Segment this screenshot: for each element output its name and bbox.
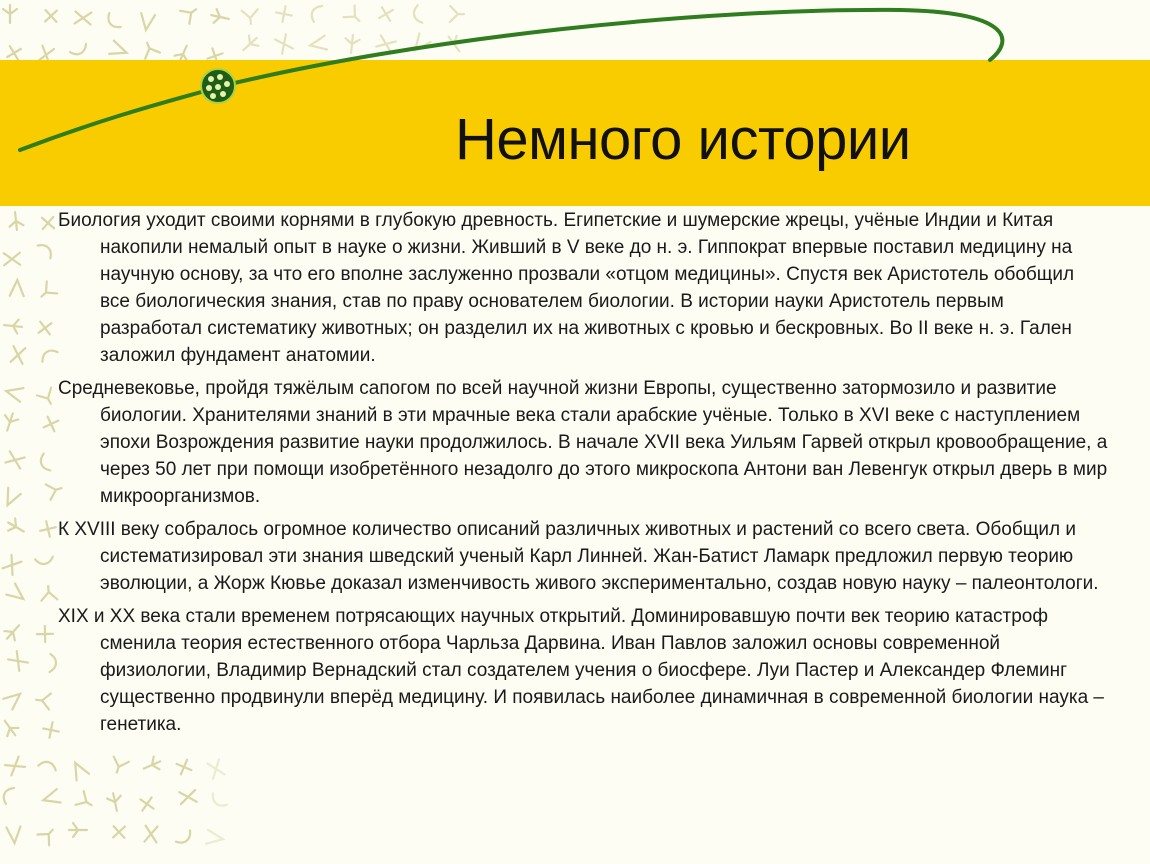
- green-dotted-circle-icon: [201, 69, 235, 103]
- ornament-glyph: [6, 827, 21, 844]
- paragraph-antiquity: Биология уходит своими корнями в глубокую древность. Египетские и шумерские жрецы, учёные Индии и Китая накопили немалый опыт в науке о жизни. Живший в V веке до н. э. Гиппократ впервые поставил медицину на научную основу, за что его вполне заслуженно прозвали «отцом медицины». Спустя век Аристотель обобщил все биологическия знания, став по праву основателем биологии. В истории науки Аристотель первым разработал систематику животных; он разделил их на животных с кровью и бескровных. Во II веке н. э. Гален заложил фундамент анатомии.: [58, 210, 1075, 366]
- ornament-glyph: [38, 241, 55, 258]
- ornament-glyph: [6, 584, 27, 605]
- ornament-glyph: [3, 555, 22, 575]
- ornament-glyph: [5, 384, 24, 401]
- ornament-glyph: [3, 688, 24, 709]
- ornament-glyph: [38, 519, 57, 538]
- ornament-glyph: [1, 411, 20, 432]
- ornament-glyph: [206, 830, 224, 846]
- ornament-glyph: [8, 211, 24, 230]
- ornament-glyph: [11, 346, 26, 364]
- ornament-glyph: [38, 454, 50, 473]
- ornament-glyph: [4, 253, 20, 266]
- ornament-glyph: [1, 785, 15, 804]
- ornament-glyph: [69, 760, 89, 781]
- ornament-glyph: [108, 821, 131, 844]
- paragraph-19th-20th-century: XIX и XX века стали временем потрясающих научных открытий. Доминировавшую почти век теорию катастроф сменила теория естественного отбора Чарльза Дарвина. Иван Павлов заложил основы современной физиологии, Владимир Вернадский стал создателем учения о биосфере. Луи Пастер и Александер Флеминг существенно продвинули вперёд медицину. И появилась наиболее динамичная в современной биологии наука – генетика.: [58, 606, 1104, 735]
- ornament-glyph: [37, 212, 60, 235]
- ornament-glyph: [37, 626, 53, 642]
- ornament-glyph: [2, 621, 24, 644]
- ornament-glyph: [5, 757, 25, 776]
- ornament-glyph: [8, 651, 28, 671]
- ornament-glyph: [1, 488, 21, 509]
- ornament-glyph: [0, 717, 21, 740]
- ornament-glyph: [37, 388, 58, 408]
- ornament-glyph: [3, 318, 22, 334]
- ornament-glyph: [136, 793, 158, 815]
- ornament-glyph: [109, 757, 129, 775]
- ornament-glyph: [5, 516, 28, 537]
- ornament-glyph: [34, 317, 56, 339]
- ornament-glyph: [50, 654, 57, 672]
- slide-body: [58, 207, 1108, 744]
- ornament-glyph: [208, 759, 225, 778]
- ornament-glyph: [36, 281, 57, 302]
- ornament-glyph: [176, 830, 194, 846]
- ornament-glyph: [5, 451, 24, 468]
- slide-title: Немного истории: [455, 107, 911, 172]
- ornament-glyph: [141, 755, 163, 775]
- ornament-glyph: [174, 757, 195, 778]
- paragraph-18th-century: К XVIII веку собралось огромное количество описаний различных животных и растений со всего света. Обобщил и систематизировал эти знания шведский ученый Карл Линней. Жан-Батист Ламарк предложил первую теорию эволюции, а Жорж Кювье доказал изменчивость живого экспериментально, создав новую науку – палеонтологи.: [58, 519, 1099, 594]
- ornament-glyph: [75, 791, 95, 812]
- ornament-glyph: [39, 347, 57, 362]
- ornament-glyph: [209, 793, 227, 809]
- ornament-glyph: [37, 824, 58, 845]
- ornament-glyph: [10, 280, 25, 296]
- ornament-glyph: [144, 826, 157, 843]
- ornament-glyph: [40, 585, 57, 600]
- ornament-glyph: [179, 790, 197, 804]
- ornament-glyph: [106, 792, 123, 813]
- ornament-glyph: [41, 789, 60, 807]
- ornament-glyph: [69, 823, 87, 837]
- paragraph-middle-ages: Средневековье, пройдя тяжёлым сапогом по всей научной жизни Европы, существенно затормозило и развитие биологии. Хранителями знаний в эти мрачные века стали арабские учёные. Только в XVI веке с наступлением эпохи Возрождения развитие науки продолжилось. В начале XVII века Уильям Гарвей открыл кровообращение, а через 50 лет при помощи изобретённого незадолго до этого микроскопа Антони ван Левенгук открыл дверь в мир микроорганизмов.: [58, 378, 1108, 507]
- ornament-glyph: [38, 760, 57, 770]
- ornament-glyph: [35, 557, 54, 566]
- ornament-glyph: [35, 692, 51, 710]
